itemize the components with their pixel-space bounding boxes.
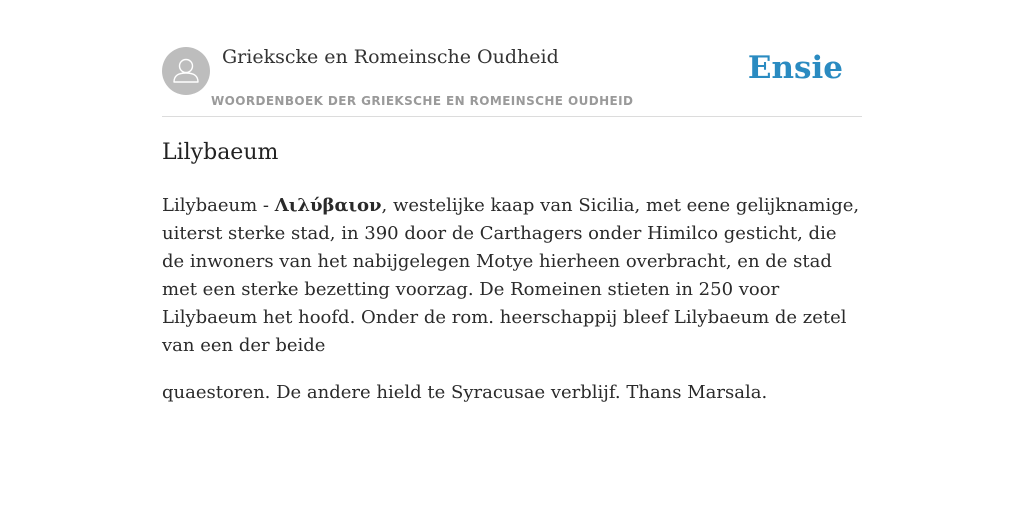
- greek-term: Λιλύβαιον: [274, 195, 382, 216]
- entry-paragraph: quaestoren. De andere hield te Syracusae verblijf. Thans Marsala.: [162, 382, 768, 403]
- user-icon: [162, 47, 210, 95]
- entry-paragraph: [162, 192, 862, 360]
- source-subtitle: WOORDENBOEK DER GRIEKSCHE EN ROMEINSCHE OUDHEID: [211, 94, 634, 108]
- entry-lead: Lilybaeum -: [162, 195, 275, 216]
- brand-logo[interactable]: Ensie: [747, 50, 843, 86]
- entry-text: , westelijke kaap van Sicilia, met eene gelijknamige, uiterst sterke stad, in 390 door de Carthagers onder Himilco gesticht, die de inwoners van het nabijgelegen Motye hierheen overbracht, en de stad met een sterke bezetting voorzag. De Romeinen stieten in 250 voor Lilybaeum het hoofd. Onder de rom. heerschappij bleef Lilybaeum de zetel van een der beide: [162, 195, 860, 356]
- source-title[interactable]: Griekscke en Romeinsche Oudheid: [222, 46, 559, 68]
- entry-title: Lilybaeum: [162, 140, 279, 165]
- source-avatar[interactable]: [162, 47, 210, 95]
- entry-body: [162, 192, 862, 426]
- source-header: [162, 44, 862, 117]
